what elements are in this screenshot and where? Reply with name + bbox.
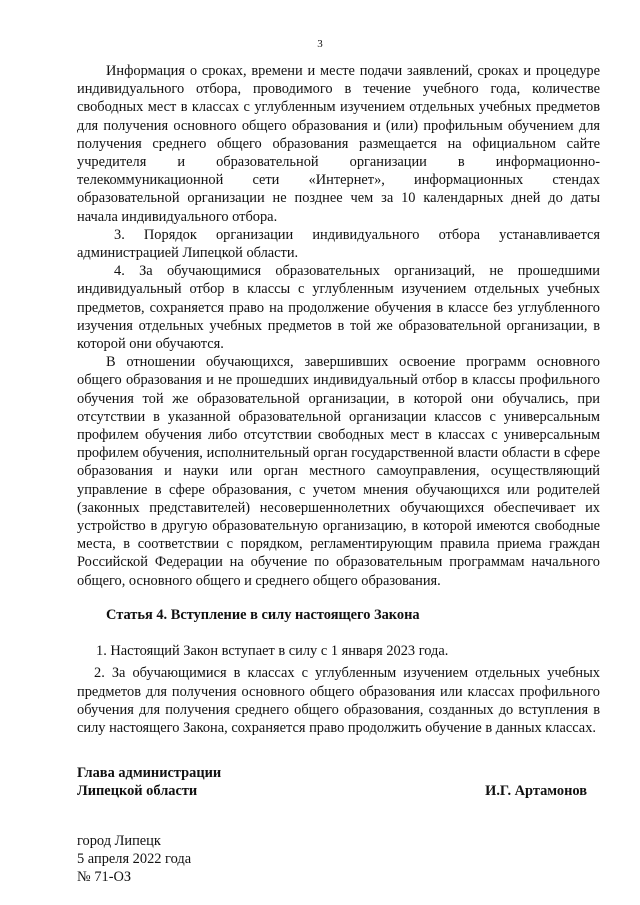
signature-title-line-2: Липецкой области [77, 783, 198, 800]
place-date-block [77, 832, 600, 886]
paragraph-item-3: 3. Порядок организации индивидуального отбора устанавливается администрацией Липецкой области. [77, 226, 600, 262]
paragraph-graduates: В отношении обучающихся, завершивших освоение программ основного общего образования и не прошедших индивидуальный отбор в классы профильного обучения той же образовательной организации, в которой они обучались, при отсутствии в указанной образовательной организации классов с универсальным профилем обучения либо отсутствии свободных мест в классах с универсальным профилем обучения, исполнительный орган государственной власти области в сфере образования и науки или орган местного самоуправления, осуществляющий управление в сфере образования, с учетом мнения обучающихся или родителей (законных представителей) несовершеннолетних обучающихся обеспечивает их устройство в другую образовательную организацию, в которой имеются свободные места, в соответствии с порядком, регламентирующим правила приема граждан Российской Федерации на обучение по образовательным программам начального общего, основного общего и среднего общего образования. [77, 354, 600, 589]
article-4-title: Статья 4. Вступление в силу настоящего Закона [106, 606, 420, 623]
date: 5 апреля 2022 года [77, 850, 192, 867]
signature-name: И.Г. Артамонов [485, 783, 587, 800]
paragraph-information: Информация о сроках, времени и месте подачи заявлений, сроках и процедуре индивидуального отбора, проводимого в течение учебного года, количестве свободных мест в классах с углубленным изучением отдельных учебных предметов для получения основного общего образования и (или) профильным обучением для получения среднего общего образования размещается на официальном сайте учредителя и образовательной организации в информационно-телекоммуникационной сети «Интернет», информационных стендах образовательной организации не позднее чем за 10 календарных дней до даты начала индивидуального отбора. [77, 63, 600, 225]
page-number: 3 [317, 38, 323, 50]
paragraph-item-4: 4. За обучающимися образовательных организаций, не прошедшими индивидуальный отбор в классы с углубленным изучением отдельных учебных предметов, сохраняется право на продолжение обучения в классе без углубленного изучения отдельных учебных предметов в той же образовательной организации, в которой они обучаются. [77, 263, 600, 353]
law-number: № 71-ОЗ [77, 868, 132, 885]
article-item-2: 2. За обучающимися в классах с углубленным изучением отдельных учебных предметов для получения основного общего образования или классах профильного обучения для получения среднего общего образования, созданных до вступления в силу настоящего Закона, сохраняется право продолжить обучение в данных классах. [77, 665, 600, 736]
signature-title-line-1: Глава администрации [77, 765, 222, 782]
signature-block [77, 764, 600, 800]
article-item-1: 1. Настоящий Закон вступает в силу с 1 января 2023 года. [96, 643, 449, 660]
document-body [77, 62, 600, 886]
city: город Липецк [77, 832, 161, 849]
